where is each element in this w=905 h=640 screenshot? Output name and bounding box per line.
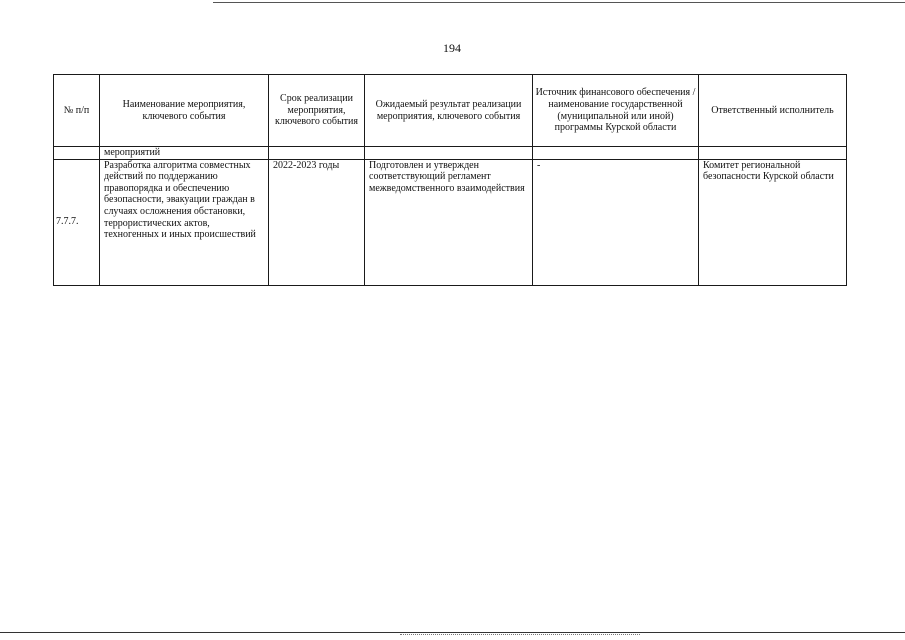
header-num: № п/п	[54, 75, 100, 147]
row-source-cell: -	[533, 159, 699, 285]
continuation-result-cell	[365, 147, 533, 160]
scan-edge-line-bottom	[0, 632, 905, 633]
header-name: Наименование мероприятия, ключевого события	[100, 75, 269, 147]
continuation-executor-cell	[699, 147, 847, 160]
continuation-row	[54, 147, 847, 160]
table-header-row	[54, 75, 847, 147]
row-executor-cell: Комитет региональной безопасности Курской области	[699, 159, 847, 285]
continuation-num-cell	[54, 147, 100, 160]
row-term-cell: 2022-2023 годы	[269, 159, 365, 285]
row-num-cell: 7.7.7.	[54, 159, 100, 285]
header-executor: Ответственный исполнитель	[699, 75, 847, 147]
continuation-term-cell	[269, 147, 365, 160]
table-row	[54, 159, 847, 285]
continuation-source-cell	[533, 147, 699, 160]
scan-artifact-dots	[400, 634, 640, 635]
header-result: Ожидаемый результат реализации мероприятия, ключевого события	[365, 75, 533, 147]
row-name-cell: Разработка алгоритма совместных действий по поддержанию правопорядка и обеспечению безопасности, эвакуации граждан в случаях осложнения обстановки, террористических актов, техногенных и иных происшествий	[100, 159, 269, 285]
scan-edge-line-top	[213, 2, 905, 3]
page-number: 194	[443, 41, 461, 55]
continuation-name-cell: мероприятий	[100, 147, 269, 160]
header-term: Срок реализации мероприятия, ключевого события	[269, 75, 365, 147]
action-plan-table	[53, 74, 847, 286]
header-source: Источник финансового обеспечения / наименование государственной (муниципальной или иной) программы Курской области	[533, 75, 699, 147]
row-result-cell: Подготовлен и утвержден соответствующий регламент межведомственного взаимодействия	[365, 159, 533, 285]
